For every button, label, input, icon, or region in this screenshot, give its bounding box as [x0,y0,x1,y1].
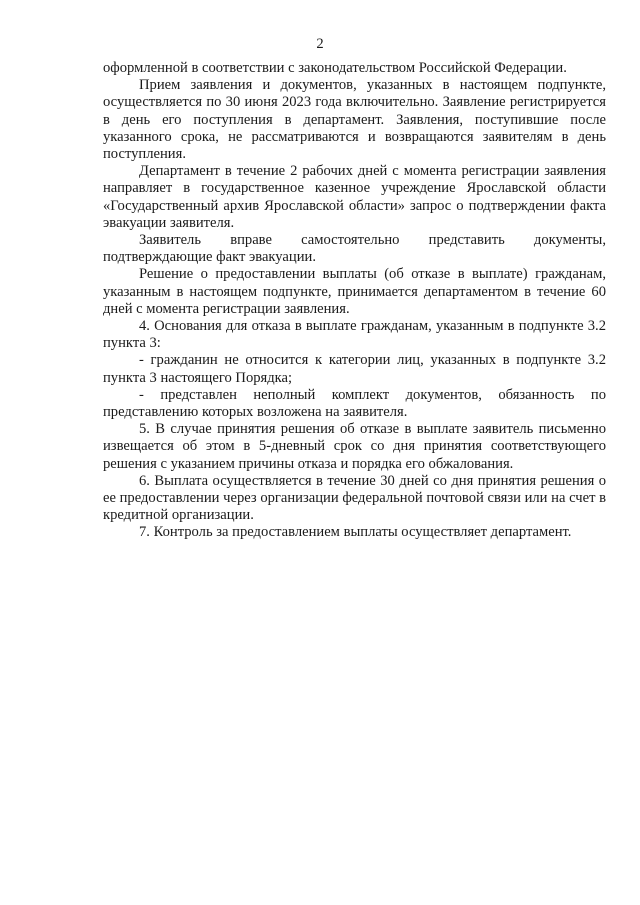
paragraph-payment-term: 6. Выплата осуществляется в течение 30 дней со дня принятия решения о ее предоставлении через организации федеральной почтовой связи или на счет в кредитной организации. [103,472,606,524]
paragraph-applicant-documents: Заявитель вправе самостоятельно представить документы, подтверждающие факт эвакуации. [103,232,606,266]
list-item-incomplete-documents: - представлен неполный комплект документов, обязанность по представлению которых возложена на заявителя. [103,386,606,421]
list-item-category: - гражданин не относится к категории лиц, указанных в подпункте 3.2 пункта 3 настоящего Порядка; [103,352,606,386]
paragraph-refusal-notification: 5. В случае принятия решения об отказе в выплате заявитель письменно извещается об этом в 5-дневный срок со дня принятия соответствующего решения с указанием причины отказа и порядка его обжалования. [103,421,606,472]
paragraph-archive-request: Департамент в течение 2 рабочих дней с момента регистрации заявления направляет в государственное казенное учреждение Ярославской области «Государственный архив Ярославской области» запрос о подтверждении факта эвакуации заявителя. [103,163,606,231]
paragraph-control: 7. Контроль за предоставлением выплаты осуществляет департамент. [139,524,572,541]
paragraph-decision-term: Решение о предоставлении выплаты (об отказе в выплате) гражданам, указанным в настоящем подпункте, принимается департаментом в течение 60 дней с момента регистрации заявления. [103,266,606,317]
page-number: 2 [316,36,324,52]
document-body [103,60,606,542]
paragraph-continuation: оформленной в соответствии с законодательством Российской Федерации. [103,60,567,76]
paragraph-refusal-grounds: 4. Основания для отказа в выплате гражданам, указанным в подпункте 3.2 пункта 3: [103,318,606,352]
paragraph-application-deadline: Прием заявления и документов, указанных в настоящем подпункте, осуществляется по 30 июня 2023 года включительно. Заявление регистрируется в день его поступления в департамент. Заявления, поступившие после указанного срока, не рассматриваются и возвращаются заявителям в день поступления. [103,77,606,163]
